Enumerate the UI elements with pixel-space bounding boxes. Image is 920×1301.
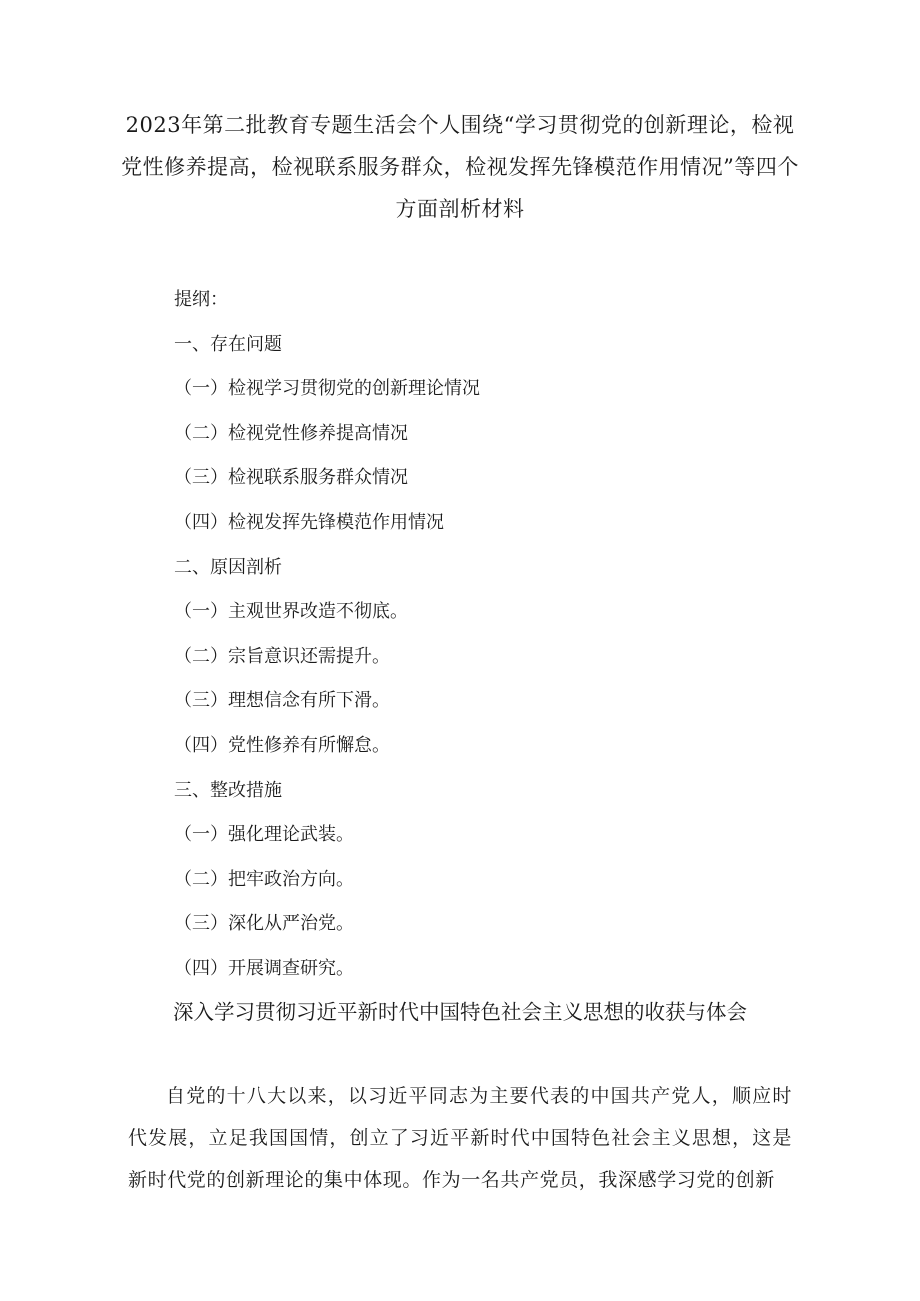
outline-section-2: 二、原因剖析: [174, 556, 282, 578]
outline-item: （四）检视发挥先锋模范作用情况: [174, 511, 444, 533]
outline-item: （二）把牢政治方向。: [174, 868, 354, 890]
outline-item: （三）理想信念有所下滑。: [174, 690, 390, 712]
outline-item: （三）深化从严治党。: [174, 913, 354, 935]
outline-item: （四）党性修养有所懈怠。: [174, 734, 390, 756]
body-paragraph: 自党的十八大以来，以习近平同志为主要代表的中国共产党人，顺应时代发展，立足我国国情，创立了习近平新时代中国特色社会主义思想，这是新时代党的创新理论的集中体现。作为一名共产党员，我深感学习党的创新: [128, 1085, 792, 1191]
outline-item: （一）检视学习贯彻党的创新理论情况: [174, 378, 480, 400]
outline-item: （三）检视联系服务群众情况: [174, 467, 408, 489]
document-title: 2023年第二批教育专题生活会个人围绕“学习贯彻党的创新理论，检视党性修养提高，检视联系服务群众，检视发挥先锋模范作用情况”等四个方面剖析材料: [121, 113, 799, 221]
outline-section-3: 三、整改措施: [174, 779, 282, 801]
outline-section-1: 一、存在问题: [174, 333, 282, 355]
outline-list: [174, 283, 814, 997]
section-subtitle: 深入学习贯彻习近平新时代中国特色社会主义思想的收获与体会: [173, 1000, 747, 1024]
outline-heading: 提纲：: [174, 289, 228, 310]
outline-item: （四）开展调查研究。: [174, 957, 354, 979]
outline-item: （二）宗旨意识还需提升。: [174, 645, 390, 667]
outline-item: （一）强化理论武装。: [174, 824, 354, 846]
outline-item: （一）主观世界改造不彻底。: [174, 601, 408, 623]
outline-item: （二）检视党性修养提高情况: [174, 422, 408, 444]
